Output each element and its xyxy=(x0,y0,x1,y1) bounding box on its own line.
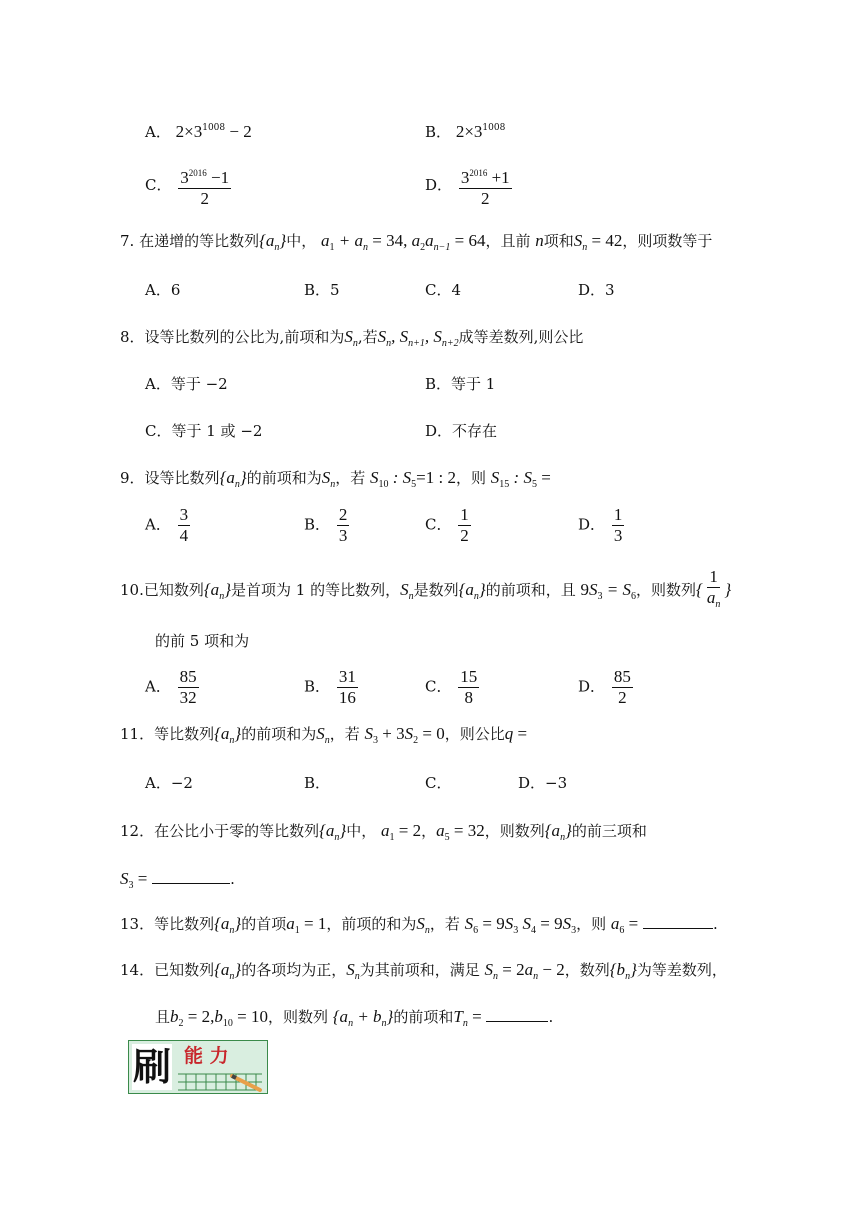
q9-option-b: B． $\frac{2}{3}$ xyxy=(304,505,348,545)
q7-stem: 7. 在递增的等比数列$\{a_n\}$中， $a_1 + a_n = 34$, $a_2a_{n-1} = 64$，且前 n项和$S_n = 42$，则项数等于 xyxy=(120,231,713,253)
q8-option-a: A．等于 −2 xyxy=(145,375,228,393)
q11-option-b: B． xyxy=(304,774,331,792)
q10-stem: 10.已知数列$\{a_n\}$是首项为 1 的等比数列，$S_n$是数列$\{a_n\}$的前项和，且 $9S_3 = S_6$，则数列{ $\frac{1}{a_n}$ } xyxy=(120,567,732,610)
q7-option-b: B．5 xyxy=(304,281,340,299)
q14-stem-cont: 且$b_2 = 2,b_{10} = 10$，则数列 $\{a_n + b_n\}$的前项和$T_n$ = . xyxy=(155,1007,554,1029)
q12-stem: 12．在公比小于零的等比数列$\{a_n\}$中， $a_1 = 2$，$a_5 = 32$，则数列$\{a_n\}$的前三项和 xyxy=(120,821,647,843)
q11-option-d: D．−3 xyxy=(518,774,568,792)
q7-option-d: D．3 xyxy=(578,281,615,299)
q11-stem: 11．等比数列$\{a_n\}$的前项和为$S_n$，若 $S_3 + 3S_2 = 0$，则公比q = xyxy=(120,724,528,746)
q6-option-d: D． $\frac{3^{2016} +1}{2}$ xyxy=(425,163,514,209)
banner-title: 能 力 xyxy=(184,1045,229,1067)
skill-banner xyxy=(128,1040,268,1094)
q8-stem: 8．设等比数列的公比为,前项和为$S_n$,若$S_n$, $S_{n+1}$, $S_{n+2}$成等差数列,则公比 xyxy=(120,327,584,349)
q13-answer-blank[interactable] xyxy=(643,928,713,929)
q6-option-b: B． $2\times 3^{1008}$ xyxy=(425,122,506,141)
q10-option-a: A． $\frac{85}{32}$ xyxy=(145,667,197,707)
q6-fraction-d: $\frac{3^{2016} +1}{2}$ xyxy=(459,163,512,209)
banner-big-character: 刷 xyxy=(132,1045,171,1089)
q10-option-c: C． $\frac{15}{8}$ xyxy=(425,667,478,707)
q12-answer-blank[interactable] xyxy=(152,883,230,884)
q12-answer-line: $S_3$ = . xyxy=(120,869,235,891)
q10-stem-cont: 的前 5 项和为 xyxy=(155,632,250,650)
q9-option-d: D． $\frac{1}{3}$ xyxy=(578,505,623,545)
q11-option-c: C． xyxy=(425,774,452,792)
q7-option-c: C．4 xyxy=(425,281,462,299)
q6-option-c: C． $\frac{3^{2016} -1}{2}$ xyxy=(145,163,233,209)
q9-stem: 9．设等比数列$\{a_n\}$的前项和为$S_n$，若 $S_{10}$ : $S_5=1$ : 2，则 $S_{15}$ : $S_5$ = xyxy=(120,468,551,490)
q14-stem: 14．已知数列$\{a_n\}$的各项均为正，$S_n$为其前项和，满足 $S_n = 2a_n - 2$，数列$\{b_n\}$为等差数列， xyxy=(120,960,727,982)
q6-fraction-c: $\frac{3^{2016} -1}{2}$ xyxy=(178,163,231,209)
q6-option-a: A． $2\times 3^{1008} - 2$ xyxy=(145,122,252,141)
q14-answer-blank[interactable] xyxy=(486,1021,548,1022)
q9-option-a: A． $\frac{3}{4}$ xyxy=(145,505,189,545)
q7-option-a: A．6 xyxy=(145,281,181,299)
q11-option-a: A．−2 xyxy=(145,774,193,792)
q8-option-d: D．不存在 xyxy=(425,422,498,440)
q9-option-c: C． $\frac{1}{2}$ xyxy=(425,505,469,545)
q8-option-c: C．等于 1 或 −2 xyxy=(145,422,263,440)
q13-stem: 13．等比数列$\{a_n\}$的首项$a_1 = 1$，前项的和为$S_n$，若 $S_6 = 9S_3$ $S_4 = 9S_3$，则 $a_6$ = . xyxy=(120,914,718,936)
q10-option-b: B． $\frac{31}{16}$ xyxy=(304,667,356,707)
q8-option-b: B．等于 1 xyxy=(425,375,496,393)
q10-option-d: D． $\frac{85}{2}$ xyxy=(578,667,631,707)
